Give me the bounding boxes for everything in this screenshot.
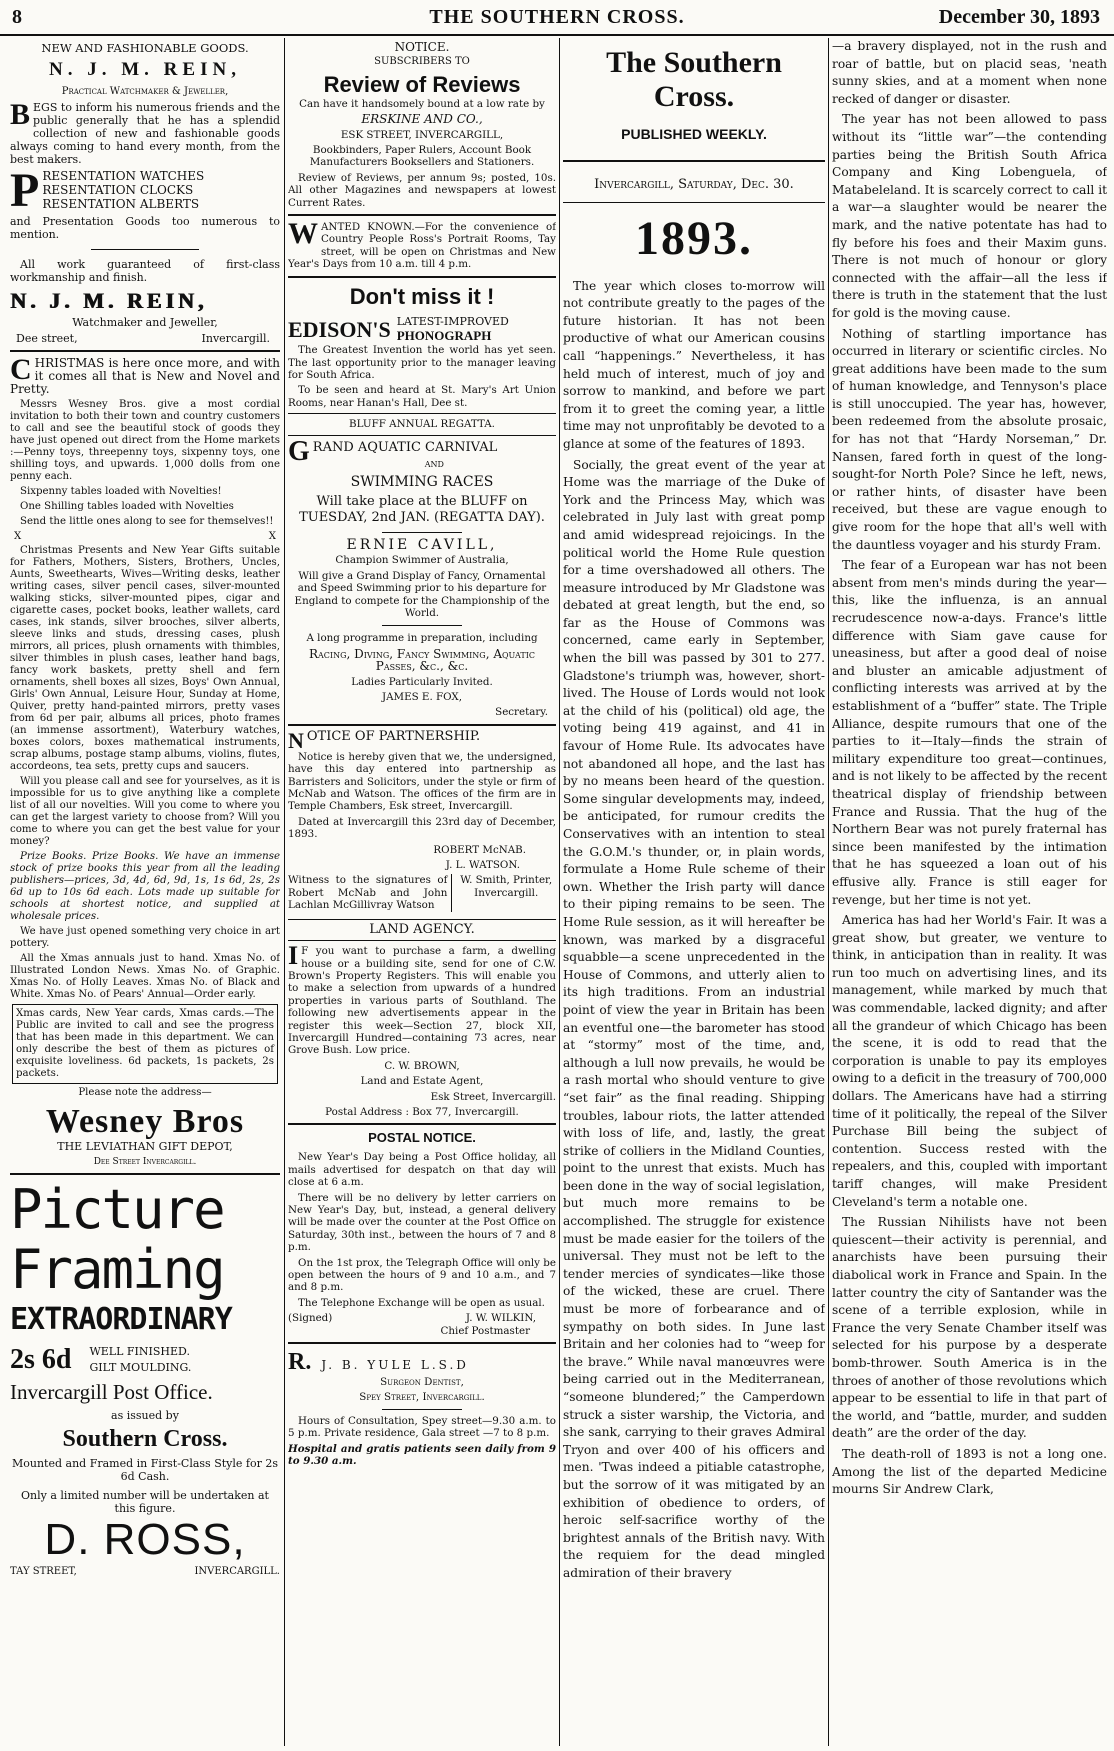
drop-cap: N bbox=[288, 727, 304, 753]
land-para: F you want to purchase a farm, a dwelling house or a building site, send for one of C.W. Brown's Property Registers. This will enable you to make a selection from upwards of a hundred properties in various parts of Southland. The following new advertisements appear in the register this week—Section 27, block XII, Invercargill Hundred—containing 73 acres, near Grove Bush. Low price. bbox=[288, 945, 556, 1057]
drop-cap: I bbox=[288, 941, 299, 971]
masthead-title: The Southern Cross. bbox=[606, 46, 782, 113]
binders: Bookbinders, Paper Rulers, Account Book Manufacturers Booksellers and Stationers. bbox=[309, 144, 535, 169]
column-4 bbox=[832, 38, 1107, 1746]
southern-cross-logo: Southern Cross. bbox=[62, 1426, 228, 1452]
drop-cap: W bbox=[288, 217, 318, 251]
fox: JAMES E. FOX, bbox=[381, 691, 463, 703]
picture-framing-advert bbox=[10, 1180, 280, 1578]
column-3 bbox=[563, 38, 825, 1746]
editorial-para: The Russian Nihilists have not been quiescent—their activity is perennial, and anarchists have been pursuing their diabolical work in France and Spain. In the latter country the city of Santander was the scene of a terrible explosion, while in France the very Senate Chamber itself was selected for his purpose by a desperate bomb-thrower. South America is in the throes of another of those revolutions which appear to be essential to life in that part of the world, and “battle, murder, and sudden death” are the order of the day. bbox=[832, 1215, 1107, 1441]
witness: Witness to the signatures of Robert McNab and John Lachlan McGillivray Watson bbox=[288, 874, 452, 911]
land-heading: LAND AGENCY. bbox=[369, 921, 475, 937]
cavill-display: Will give a Grand Display of Fancy, Ornamental and Speed Swimming prior to his departure for England to compete for the Championship of the World. bbox=[294, 569, 550, 619]
divider bbox=[10, 1173, 280, 1175]
swimming-races: SWIMMING RACES bbox=[350, 473, 494, 490]
wanted-known: ANTED KNOWN.—For the convenience of Country People Ross's Portrait Rooms, Tay street, will be open on Christmas and New Year's Days from 10 a.m. till 4 p.m. bbox=[288, 221, 556, 271]
column-rule bbox=[828, 38, 829, 1746]
divider bbox=[288, 214, 556, 216]
invercargill-post-office: Invercargill Post Office. bbox=[10, 1380, 213, 1404]
divider bbox=[382, 625, 462, 626]
ladies: Ladies Particularly Invited. bbox=[351, 675, 493, 688]
guaranteed: All work guaranteed of first-class workmanship and finish. bbox=[10, 258, 280, 284]
divider bbox=[288, 1342, 556, 1344]
hours: Hours of Consultation, Spey street—9.30 a.m. to 5 p.m. Private residence, Gala street —7 to 8 p.m. bbox=[288, 1414, 556, 1440]
spey: Spey Street, Invercargill. bbox=[359, 1391, 485, 1404]
review-of-reviews-advert bbox=[288, 41, 556, 209]
divider bbox=[563, 160, 825, 162]
column-rule bbox=[559, 38, 560, 1746]
divider bbox=[10, 350, 280, 352]
editorial-para: The year which closes to-morrow will not contribute greatly to the pages of the future historian. It has not been productive of what our American cousins call “happenings.” Nevertheless, it has held much of interest, much of joy and sorrow to mankind, and before we part from it to greet the coming year, a little time may not unprofitably be devoted to a glance at some of the features of 1893. bbox=[563, 278, 825, 451]
esk-street: ESK STREET, INVERCARGILL, bbox=[340, 128, 504, 141]
dont-miss-heading: Don't miss it ! bbox=[349, 283, 495, 309]
cwb-name: C. W. BROWN, bbox=[384, 1059, 460, 1072]
editorial-para: Socially, the great event of the year at Home was the marriage of the Duke of York and the Princess May, which was celebrated in July last with great pomp and amid widespread rejoicings. In the political world the Home Rule question for a time overshadowed all others. The measure introduced by Mr Gladstone was debated at great length, but the end, so far as the House of Commons was concerned, came early in September, when the bill was passed by 301 to 277. Gladstone's triumph was, however, short-lived. The House of Lords would not look at the child of his (political) old age, the voting being 419 against, and 41 in favour of Home Rule. Its advocates have not abandoned all hope, and the last has by no means been heard of the question. Some singular developments may, indeed, be anticipated, for rumour credits the Conservatives with an intention to steal the G.O.M.'s thunder, or, in plain words, formulate a Home Rule scheme of their own. Whether the Irish party will dance to their piping remains to be seen. The Home Rule session, as it will hereafter be known, was marked by a disgraceful squabble—a scene unprecedented in the House of Commons, and utterly alien to its high traditions. From an industrial point of view the year in Britain has been an eventful one—the barometer has stood at “stormy” most of the time, and, although a lull now prevails, he would be a rash mortal who should venture to give “set fair” as the final reading. Shipping troubles, labour riots, the latter attended with loss of life, and, lastly, the great strike of colliers in the Midland Counties, point to the unrest that exists. Much has been done in the way of social legislation, but much more remains to be accomplished. The struggle for existence must be made easier for the toilers of the universal. They must not be left to the tender mercies of syndicates—like those of the wicked, these are cruel. There must be more of forbearance and of sympathy on both sides. In June last Britain and her colonies had to “weep for the brave.” While naval manœuvres were being carried out in the Mediterranean, “someone blundered;” the Camperdown struck a sister warship, the Victoria, and she sank, carrying to their graves Admiral Tryon and over 400 of his officers and men. 'Twas indeed a pitiable catastrophe, but the sorrow of it was mitigated by an exhibition of obedience to orders, of heroic self-sacrifice worthy of the brightest annals of the British navy. With the requiem for the dead mingled admiration of their bravery bbox=[563, 457, 825, 1580]
edison-para: To be seen and heard at St. Mary's Art Union Rooms, near Hanan's Hall, Dee st. bbox=[288, 384, 556, 409]
postmaster: Chief Postmaster bbox=[440, 1324, 530, 1337]
regatta-advert bbox=[288, 418, 556, 719]
ross-town: INVERCARGILL. bbox=[194, 1566, 280, 1577]
ross-name: D. ROSS, bbox=[44, 1515, 246, 1564]
price: 2s 6d bbox=[10, 1344, 72, 1375]
mcnab: ROBERT McNAB. bbox=[433, 843, 526, 856]
divider bbox=[288, 413, 556, 414]
pres-line: RESENTATION ALBERTS bbox=[42, 197, 200, 211]
cavill-name: ERNIE CAVILL, bbox=[346, 536, 498, 553]
hospital: Hospital and gratis patients seen daily from 9 to 9.30 a.m. bbox=[288, 1442, 556, 1468]
rein-town: Invercargill. bbox=[201, 332, 270, 345]
leviathan: THE LEVIATHAN GIFT DEPOT, bbox=[57, 1140, 233, 1153]
postal-para: New Year's Day being a Post Office holiday, all mails advertised for despatch on that day will close at 6 a.m. bbox=[288, 1151, 556, 1189]
notice-heading: NOTICE. bbox=[394, 40, 450, 54]
divider bbox=[288, 724, 556, 726]
editorial-para: —a bravery displayed, not in the rush and roar of battle, but on placid seas, 'neath sunny skies, and at a moment when none recked of danger or disaster. bbox=[832, 39, 1107, 106]
xmas-cards-box: Xmas cards, New Year cards, Xmas cards.—The Public are invited to call and see the progress that has been made in this department. We can only describe the best of them as pictures of exquisite loveliness. 6d packets, 1s packets, 2s packets. bbox=[12, 1004, 278, 1084]
xmas-para: Messrs Wesney Bros. give a most cordial invitation to both their town and country customers to call and see the beautiful stock of goods they have just opened out direct from the Home markets :—Penny toys, threepenny toys, sixpenny toys, one shilling toys, and upwards. 1,000 dolls from one penny each. bbox=[10, 399, 280, 482]
partner-para: Dated at Invercargill this 23rd day of December, 1893. bbox=[288, 815, 556, 841]
divider bbox=[288, 940, 556, 941]
xmas-para: One Shilling tables loaded with Novelties bbox=[20, 501, 234, 512]
editorial-para: The fear of a European war has not been absent from men's minds during the year—this, like the influenza, is an annual recrudescence now-a-days. France's little difference with Siam gave cause for uneasiness, but after a good deal of noise and bluster an amicable adjustment of conflicting interests was arrived at by the establishment of a “buffer” state. The Triple Alliance, despite rumours that one of the parties to it—Italy—finds the strain of military expenditure too great—continues, and is not likely to be affected by the recent theatrical display of friendship between France and Russia. That the hug of the Northern Bear was not purely fraternal has since been manifested by the intimation that he has squeezed a loan out of his effusive ally. France is still eager for revenge, but her time is not yet. bbox=[832, 558, 1107, 907]
divider bbox=[382, 532, 462, 533]
rein-begs: EGS to inform his numerous friends and the public generally that he has a splendid collection of new and fashionable goods always coming to hand every month, from the best makers. bbox=[10, 101, 280, 166]
printer: W. Smith, Printer, Invercargill. bbox=[460, 874, 553, 899]
issued-by: as issued by bbox=[111, 1409, 179, 1422]
note-address: Please note the address— bbox=[78, 1087, 212, 1098]
x-mark: X bbox=[268, 531, 276, 542]
review-title: Review of Reviews bbox=[323, 71, 521, 97]
cwb-box: Postal Address : Box 77, Invercargill. bbox=[325, 1105, 519, 1118]
xmas-para: Christmas Presents and New Year Gifts suitable for Fathers, Mothers, Sisters, Brothers, Uncles, Aunts, Sweethearts, Wives—Writing desks, leather writing cases, silver pencil cases, silver-mounted walking sticks, silver-mounted pipes, cigar and cigarette cases, pocket books, leather wallets, card cases, ink stands, silver brooches, silver alberts, sleeve links and studs, dressing cases, plush mirrors, all prices, plush ornaments with thimbles, silver thimbles in plush cases, leather hand bags, fancy work baskets, pretty shell and fern ornaments, shell boxes all sizes, Boys' Own Annual, Girls' Own Annual, Leisure Hour, Sunday at Home, Quiver, pretty hand-painted mirrors, pretty vases from 6d per pair, albums all prices, photo frames (an immense assortment), Waterbury watches, boxes colors, boxes mathematical instruments, scrap albums, postage stamp albums, violins, flutes, accordeons, tea sets, pretty cups and saucers. bbox=[10, 545, 280, 772]
issue-date: December 30, 1893 bbox=[938, 6, 1100, 28]
editorial-year-heading: 1893. bbox=[635, 211, 753, 265]
page-number: 8 bbox=[12, 6, 22, 28]
drop-cap: C bbox=[10, 353, 32, 386]
partner-para: Notice is hereby given that we, the undersigned, have this day entered into partnership as Barristers and Solicitors, under the style or firm of McNab and Watson. The offices of the firm are in Temple Chambers, Esk street, Invercargill. bbox=[288, 750, 556, 813]
xmas-para: All the Xmas annuals just to hand. Xmas No. of Illustrated London News. Xmas No. of Graphic. Xmas No. of Holly Leaves. Xmas No. of Black and White. Xmas No. of Pears' Annual—Order early. bbox=[10, 953, 280, 1000]
postal-para: The Telephone Exchange will be open as usual. bbox=[298, 1296, 545, 1309]
xmas-para: Will you please call and see for yourselves, as it is impossible for us to give anything like a complete list of all our novelties. Will you come to where you can get the largest variety to choose from? Will you come to where you can get the best value for your money? bbox=[10, 776, 280, 847]
cavill-champion: Champion Swimmer of Australia, bbox=[335, 554, 509, 567]
divider bbox=[563, 202, 825, 203]
rein-trade: Practical Watchmaker & Jeweller, bbox=[61, 86, 229, 97]
divider bbox=[288, 919, 556, 920]
rein-address: Dee street, bbox=[16, 332, 78, 345]
ross-street: TAY STREET, bbox=[10, 1566, 77, 1577]
pres-line: RESENTATION WATCHES bbox=[42, 169, 205, 183]
rein-name: N. J. M. REIN, bbox=[49, 59, 241, 80]
erskine: ERSKINE AND CO., bbox=[361, 112, 483, 127]
x-mark: X bbox=[14, 531, 22, 542]
drop-cap: B bbox=[10, 98, 31, 131]
editorial-para: The year has not been allowed to pass without its “little war”—the contending parties being the British South Africa Company and King Lobenguela, of Matabeleland. It is scarcely correct to call it a war—a slaughter would be nearer the mark, and the native potentate has had to fly before his foes and their Maxim guns. There is not much of honour or glory connected with the affair—all the less if there is truth in the statement that the lust for gold is the moving cause. bbox=[832, 112, 1107, 320]
picture-word: Picture bbox=[10, 1178, 224, 1241]
column-1 bbox=[10, 38, 280, 1746]
cwb-address: Esk Street, Invercargill. bbox=[430, 1090, 556, 1103]
racing: Racing, Diving, Fancy Swimming, Aquatic Passes, &c., &c. bbox=[308, 646, 535, 674]
secretary: Secretary. bbox=[495, 706, 548, 719]
divider bbox=[288, 1123, 556, 1125]
dentist-advert bbox=[288, 1349, 556, 1467]
xmas-para: We have just opened something very choice in art pottery. bbox=[10, 926, 280, 949]
wesney-advert bbox=[10, 353, 280, 1168]
edison-phonograph: PHONOGRAPH bbox=[396, 328, 492, 344]
wesney-logo: Wesney Bros bbox=[45, 1103, 245, 1140]
xmas-para: Sixpenny tables loaded with Novelties! bbox=[20, 486, 222, 497]
bluff-date: Will take place at the BLUFF on TUESDAY, 2nd JAN. (REGATTA DAY). bbox=[299, 493, 545, 525]
postal-notice bbox=[288, 1130, 556, 1337]
grand-carnival: RAND AQUATIC CARNIVAL bbox=[312, 439, 498, 455]
mounted: Mounted and Framed in First-Class Style for 2s 6d Cash. bbox=[12, 1457, 278, 1483]
land-agency-advert bbox=[288, 921, 556, 1119]
divider bbox=[288, 435, 556, 436]
wilkin: J. W. WILKIN, bbox=[465, 1312, 536, 1325]
cwb-agent: Land and Estate Agent, bbox=[360, 1075, 484, 1088]
divider bbox=[382, 1409, 462, 1410]
editorial-para: The death-roll of 1893 is not a long one. Among the list of the departed Medicine mourns Sir Andrew Clark, bbox=[832, 1446, 1107, 1497]
pres-more: and Presentation Goods too numerous to mention. bbox=[10, 215, 280, 241]
edison-para: The Greatest Invention the world has yet seen. The last opportunity prior to the manager leaving for South Africa. bbox=[288, 344, 556, 381]
presentation-list bbox=[10, 169, 280, 213]
partnership-notice bbox=[288, 727, 556, 915]
column-rule bbox=[284, 38, 285, 1746]
framing-word: Framing bbox=[10, 1238, 224, 1301]
extraordinary-word: EXTRAORDINARY bbox=[10, 1302, 232, 1337]
yule-initial: R. bbox=[288, 1349, 312, 1376]
xmas-para: Send the little ones along to see for themselves!! bbox=[20, 516, 274, 527]
paper-title: THE SOUTHERN CROSS. bbox=[429, 6, 685, 28]
gilt-moulding: GILT MOULDING. bbox=[89, 1361, 192, 1374]
page-header bbox=[0, 0, 1114, 36]
programme: A long programme in preparation, including bbox=[306, 632, 538, 645]
rein-headline: NEW AND FASHIONABLE GOODS. bbox=[41, 41, 249, 55]
editorial-para: America has had her World's Fair. It was a great show, but greater, we venture to think, in anticipation than in reality. It was run too much on advertising lines, and its management, while marked by much that was commendable, lacked dignity; and after all the grandeur of which Chicago has been the scene, it is odd to read that the corporation is unable to pay its employes owing to a deficit in the treasury of 700,000 dollars. The Americans have had a stirring time of it politically, the repeal of the Silver Purchase Bill being the subject of contention. Success rested with the repealers, and this, coupled with important tariff changes, will make President Cleveland's term a notable one. bbox=[832, 913, 1107, 1209]
published-weekly: PUBLISHED WEEKLY. bbox=[621, 126, 767, 142]
well-finished: WELL FINISHED. bbox=[89, 1345, 190, 1358]
divider bbox=[288, 276, 556, 278]
wesney-address: Dee Street Invercargill. bbox=[93, 1157, 197, 1167]
drop-cap: G bbox=[288, 435, 310, 467]
ror-price: Review of Reviews, per annum 9s; posted, 10s. All other Magazines and newspapers at lowest Current Rates. bbox=[288, 171, 556, 209]
xmas-para: Prize Books. Prize Books. We have an immense stock of prize books this year from all the leading publishers—prices, 3d, 4d, 6d, 9d, 1s, 1s 6d, 2s, 2s 6d up to 10s 6d each. Lots made up suitable for schools at shortest notice, and supplied at wholesale prices. bbox=[10, 851, 280, 922]
divider bbox=[91, 249, 199, 250]
yule-name: J. B. YULE L.S.D bbox=[321, 1358, 469, 1373]
drop-cap: P bbox=[10, 169, 40, 213]
regatta-heading: BLUFF ANNUAL REGATTA. bbox=[349, 418, 495, 431]
rein-name-2: N. J. M. REIN, bbox=[10, 288, 208, 313]
dateline: Invercargill, Saturday, Dec. 30. bbox=[594, 177, 794, 192]
partner-heading: OTICE OF PARTNERSHIP. bbox=[306, 728, 481, 744]
pres-line: RESENTATION CLOCKS bbox=[42, 183, 194, 197]
rein-trade-2: Watchmaker and Jeweller, bbox=[72, 316, 218, 329]
dentist: Surgeon Dentist, bbox=[380, 1376, 464, 1389]
watson: J. L. WATSON. bbox=[445, 859, 520, 872]
xmas-intro: HRISTMAS is here once more, and with it comes all that is New and Novel and Pretty. bbox=[10, 356, 280, 396]
postal-para: There will be no delivery by letter carriers on New Year's Day, but, instead, a general delivery will be made over the counter at the Post Office on Saturday, 30th inst., between the hours of 7 and 8 p.m. bbox=[288, 1191, 556, 1254]
handsomely: Can have it handsomely bound at a low rate by bbox=[299, 97, 545, 110]
postal-heading: POSTAL NOTICE. bbox=[368, 1130, 476, 1146]
edison-name: EDISON'S bbox=[288, 316, 391, 342]
subscribers: SUBSCRIBERS TO bbox=[374, 56, 470, 68]
limited: Only a limited number will be undertaken at this figure. bbox=[21, 1489, 269, 1515]
rein-advert bbox=[10, 42, 280, 345]
postal-para: On the 1st prox, the Telegraph Office will only be open between the hours of 9 and 10 a.m., and 7 and 8 p.m. bbox=[288, 1256, 556, 1294]
column-2 bbox=[288, 38, 556, 1746]
and: AND bbox=[424, 459, 444, 469]
edison-latest: LATEST-IMPROVED bbox=[396, 314, 509, 328]
editorial-para: Nothing of startling importance has occurred in literary or scientific circles. No great additions have been made to the sum of human knowledge, and Tennyson's place is still unoccupied. The year has, however, been redeemed from the absolute prosaic, for has not that “Hardy Norseman,” Dr. Nansen, fared forth in quest of the long-sought-for North Pole? Since he left, news, or rather hints, of disaster have been received, but these are vague enough to give room for the hope that all's well with the dauntless voyager and his sturdy Fram. bbox=[832, 326, 1107, 552]
signed: (Signed) bbox=[288, 1312, 333, 1325]
